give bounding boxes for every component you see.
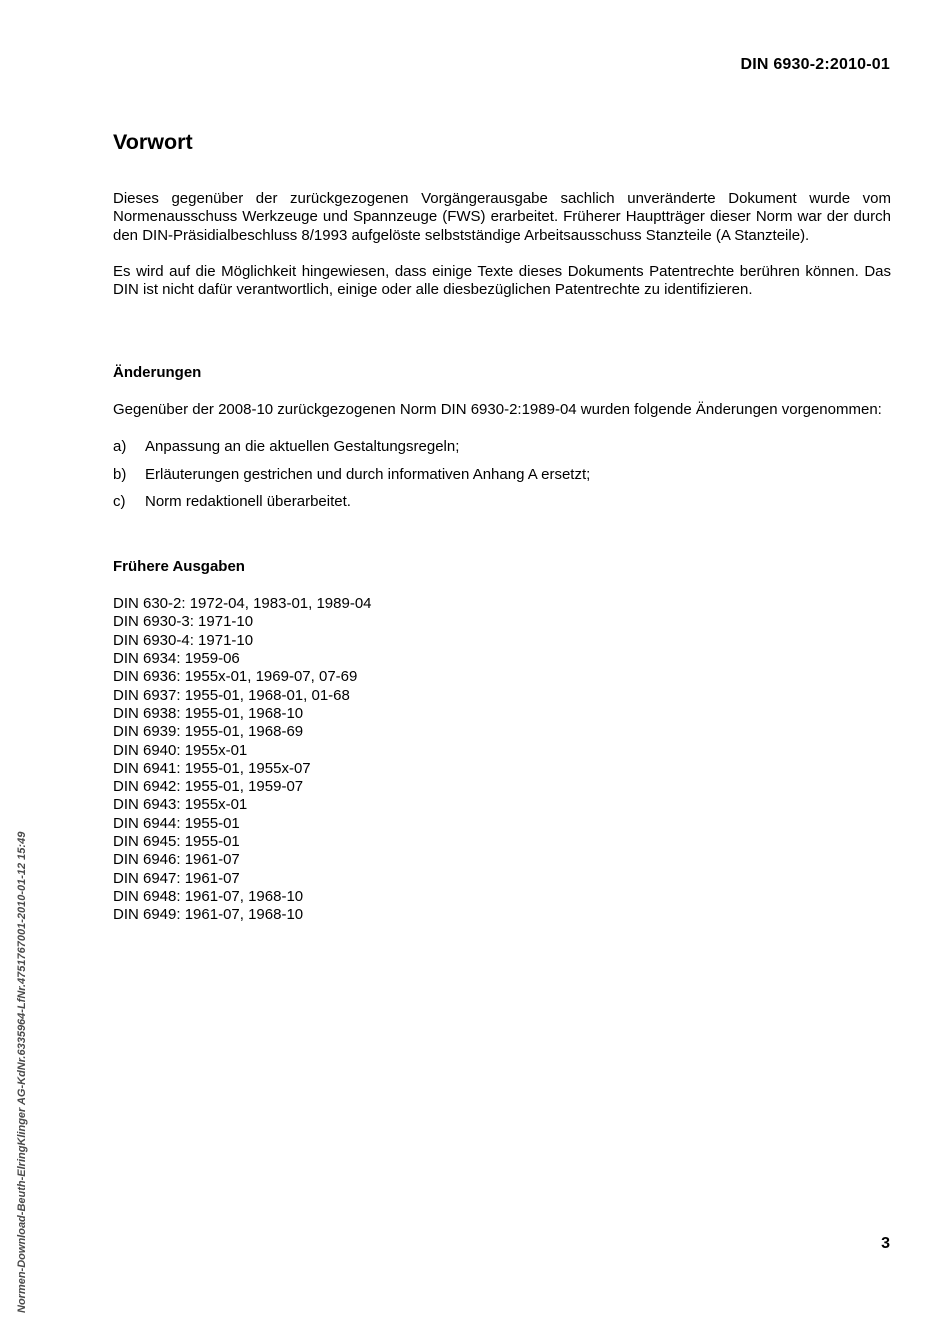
download-watermark-note: Normen-Download-Beuth-ElringKlinger AG-KdNr.6335964-LfNr.4751767001-2010-01-12 15:49 bbox=[16, 831, 28, 1313]
list-item bbox=[113, 438, 891, 456]
edition-item: DIN 6948: 1961-07, 1968-10 bbox=[113, 887, 304, 905]
edition-item: DIN 6945: 1955-01 bbox=[113, 833, 240, 851]
edition-item: DIN 6938: 1955-01, 1968-10 bbox=[113, 704, 304, 722]
list-item-text: Norm redaktionell überarbeitet. bbox=[145, 493, 351, 511]
aenderungen-intro: Gegenüber der 2008-10 zurückgezogenen Norm DIN 6930-2:1989-04 wurden folgende Änderungen vorgenommen: bbox=[113, 401, 882, 419]
page-number: 3 bbox=[881, 1235, 890, 1252]
list-item bbox=[113, 466, 891, 484]
list-item-text: Anpassung an die aktuellen Gestaltungsregeln; bbox=[145, 437, 460, 455]
edition-item: DIN 6949: 1961-07, 1968-10 bbox=[113, 906, 304, 924]
edition-item: DIN 6934: 1959-06 bbox=[113, 650, 240, 668]
fruehere-ausgaben-list bbox=[113, 595, 891, 924]
fruehere-ausgaben-heading: Frühere Ausgaben bbox=[113, 558, 245, 576]
edition-item: DIN 6943: 1955x-01 bbox=[113, 796, 248, 814]
edition-item: DIN 6946: 1961-07 bbox=[113, 851, 240, 869]
edition-item: DIN 6940: 1955x-01 bbox=[113, 741, 248, 759]
edition-item: DIN 6930-3: 1971-10 bbox=[113, 613, 254, 631]
list-item bbox=[113, 493, 891, 511]
edition-item: DIN 6947: 1961-07 bbox=[113, 869, 240, 887]
edition-item: DIN 6941: 1955-01, 1955x-07 bbox=[113, 759, 311, 777]
list-marker: a) bbox=[113, 437, 127, 455]
edition-item: DIN 6942: 1955-01, 1959-07 bbox=[113, 778, 304, 796]
edition-item: DIN 630-2: 1972-04, 1983-01, 1989-04 bbox=[113, 595, 372, 613]
edition-item: DIN 6930-4: 1971-10 bbox=[113, 631, 254, 649]
vorwort-title: Vorwort bbox=[113, 130, 193, 154]
edition-item: DIN 6944: 1955-01 bbox=[113, 814, 240, 832]
edition-item: DIN 6939: 1955-01, 1968-69 bbox=[113, 723, 304, 741]
vorwort-paragraph-1: Dieses gegenüber der zurückgezogenen Vorgängerausgabe sachlich unveränderte Dokument wurde vom Normenausschuss Werkzeuge und Spannzeuge (FWS) erarbeitet. Früherer Hauptträger dieser Norm war der durch den DIN-Präsidialbeschluss 8/1993 aufgelöste selbstständige Arbeitsausschuss Stanzteile (A Stanzteile). bbox=[113, 190, 891, 244]
aenderungen-heading: Änderungen bbox=[113, 364, 202, 382]
document-id-header: DIN 6930-2:2010-01 bbox=[740, 56, 890, 73]
aenderungen-list bbox=[113, 438, 891, 512]
page-content bbox=[113, 128, 891, 925]
vorwort-paragraph-2: Es wird auf die Möglichkeit hingewiesen, dass einige Texte dieses Dokuments Patentrechte berühren können. Das DIN ist nicht dafür verantwortlich, einige oder alle diesbezüglichen Patentrechte zu identifizieren. bbox=[113, 262, 891, 299]
edition-item: DIN 6936: 1955x-01, 1969-07, 07-69 bbox=[113, 668, 358, 686]
edition-item: DIN 6937: 1955-01, 1968-01, 01-68 bbox=[113, 686, 350, 704]
list-marker: c) bbox=[113, 493, 126, 511]
list-item-text: Erläuterungen gestrichen und durch informativen Anhang A ersetzt; bbox=[145, 465, 591, 483]
list-marker: b) bbox=[113, 465, 127, 483]
